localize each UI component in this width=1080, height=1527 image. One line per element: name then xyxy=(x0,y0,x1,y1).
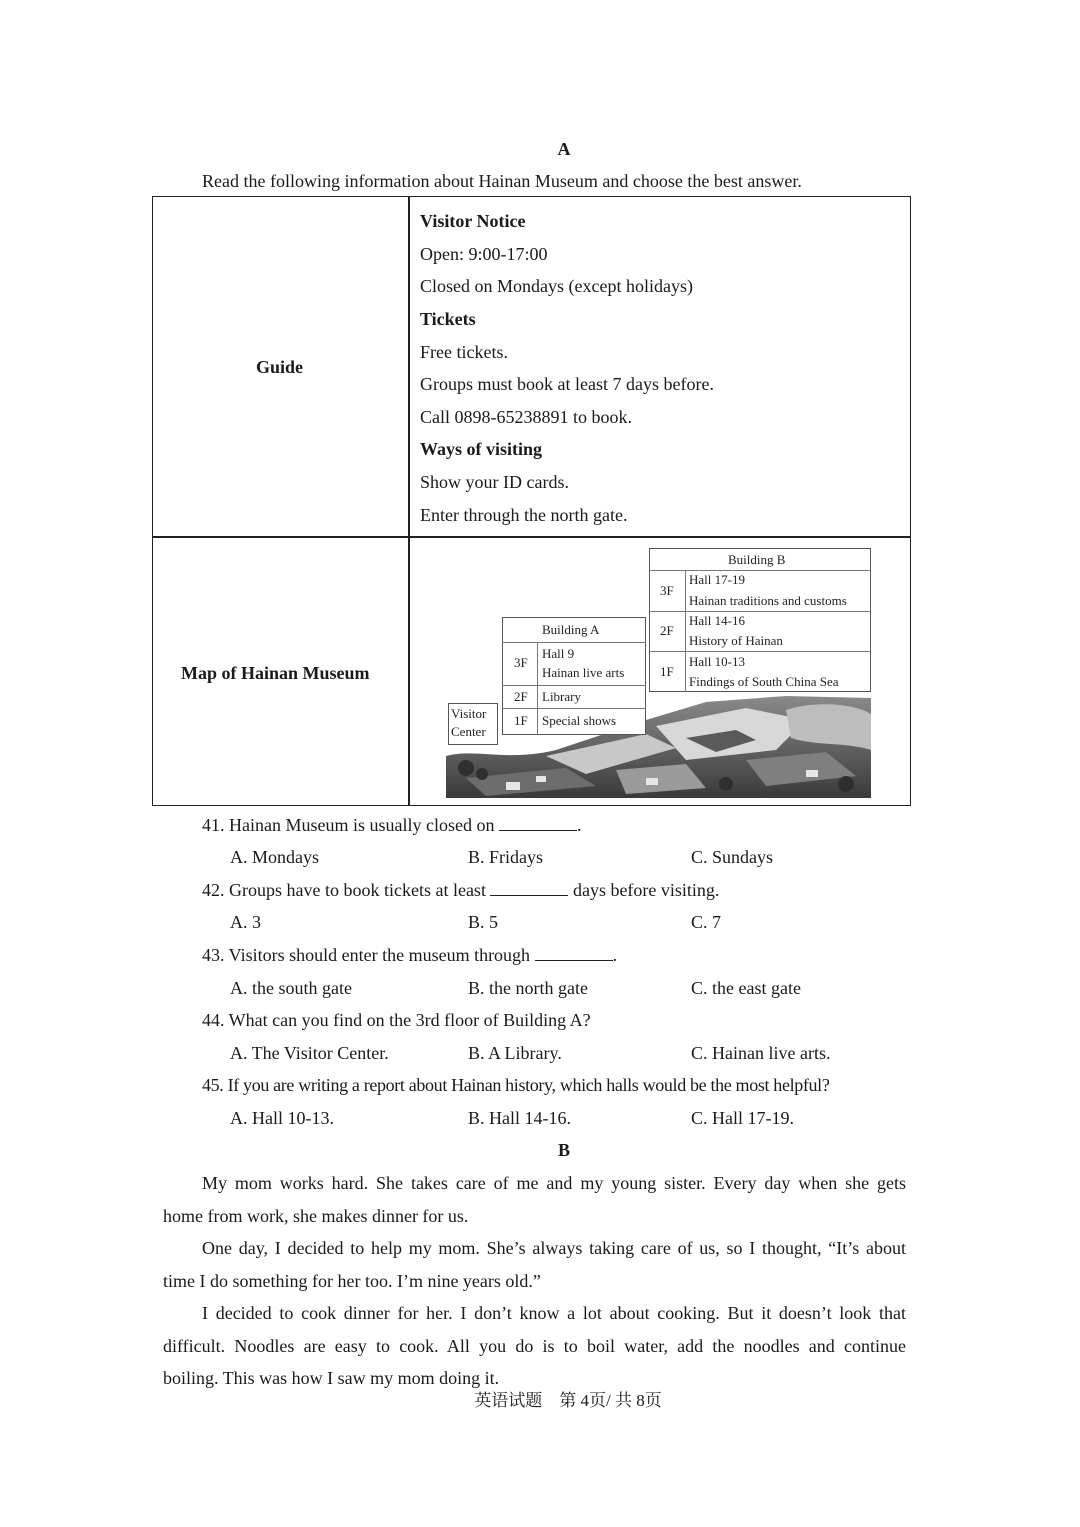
visitor-notice-title: Visitor Notice xyxy=(420,211,526,231)
passage-line: home from work, she makes dinner for us. xyxy=(163,1205,469,1226)
ways-title: Ways of visiting xyxy=(420,439,543,459)
building-b-3f-hall: Hall 17-19 xyxy=(689,572,745,587)
table-divider-vertical xyxy=(408,196,410,806)
question-42-stem xyxy=(202,879,719,901)
visitor-center-label-2: Center xyxy=(451,724,486,739)
open-hours: Open: 9:00-17:00 xyxy=(420,244,548,264)
question-41-option-a: A. Mondays xyxy=(230,847,319,867)
question-43-option-c: C. the east gate xyxy=(691,978,801,998)
building-a-3f: 3F xyxy=(514,655,528,670)
building-a-3f-hall: Hall 9 xyxy=(542,646,575,661)
question-43-end: . xyxy=(612,945,618,965)
building-a-1f: 1F xyxy=(514,713,528,728)
building-a-2f-desc: Library xyxy=(542,689,581,704)
building-b-title: Building B xyxy=(728,552,786,567)
building-a-1f-desc: Special shows xyxy=(542,713,617,728)
building-b-1f: 1F xyxy=(660,664,674,679)
question-41-blank xyxy=(499,814,577,831)
question-41-option-c: C. Sundays xyxy=(691,847,774,867)
page-footer: 英语试题 第 4页/ 共 8页 xyxy=(474,1391,662,1410)
question-42-option-a: A. 3 xyxy=(230,912,261,932)
question-42-option-c: C. 7 xyxy=(691,912,722,932)
table-divider-horizontal xyxy=(152,536,911,538)
building-b-2f-desc: History of Hainan xyxy=(689,633,783,648)
passage-line: One day, I decided to help my mom. She’s always taking care of us, so I thought, “It’s about xyxy=(202,1238,906,1258)
question-43-text: 43. Visitors should enter the museum through xyxy=(202,945,535,965)
question-44-stem: 44. What can you find on the 3rd floor of Building A? xyxy=(202,1010,591,1030)
section-a-instruction: Read the following information about Hainan Museum and choose the best answer. xyxy=(202,171,802,191)
section-b-passage xyxy=(163,1167,906,1395)
question-41-end: . xyxy=(576,815,582,835)
building-a-3f-desc: Hainan live arts xyxy=(542,665,625,680)
tickets-title: Tickets xyxy=(420,309,476,329)
passage-line: time I do something for her too. I’m nine years old.” xyxy=(163,1270,541,1291)
question-45-option-c: C. Hall 17-19. xyxy=(691,1108,794,1128)
question-44-option-a: A. The Visitor Center. xyxy=(230,1043,389,1063)
question-41-stem xyxy=(202,814,581,836)
id-cards: Show your ID cards. xyxy=(420,472,569,492)
visitor-center-label-1: Visitor xyxy=(451,706,487,721)
question-43-stem xyxy=(202,944,617,966)
booking-phone: Call 0898-65238891 to book. xyxy=(420,407,632,427)
group-booking: Groups must book at least 7 days before. xyxy=(420,374,714,394)
question-41-option-b: B. Fridays xyxy=(468,847,544,867)
guide-label: Guide xyxy=(256,357,304,377)
north-gate: Enter through the north gate. xyxy=(420,505,628,525)
building-b-2f: 2F xyxy=(660,623,674,638)
question-43-option-a: A. the south gate xyxy=(230,978,352,998)
building-b-2f-hall: Hall 14-16 xyxy=(689,613,745,628)
passage-line: difficult. Noodles are easy to cook. All you do is to boil water, add the noodles and continue xyxy=(163,1335,906,1356)
question-43-blank xyxy=(535,944,613,961)
passage-line: I decided to cook dinner for her. I don’t know a lot about cooking. But it doesn’t look that xyxy=(202,1303,906,1323)
passage-line: My mom works hard. She takes care of me and my young sister. Every day when she gets xyxy=(202,1173,906,1193)
question-45-stem: 45. If you are writing a report about Hainan history, which halls would be the most helpful? xyxy=(202,1075,830,1095)
section-b-heading: B xyxy=(557,1140,570,1160)
building-a-2f: 2F xyxy=(514,689,528,704)
question-43-option-b: B. the north gate xyxy=(468,978,588,998)
map-label: Map of Hainan Museum xyxy=(181,663,370,683)
question-42-option-b: B. 5 xyxy=(468,912,499,932)
building-b-1f-hall: Hall 10-13 xyxy=(689,654,745,669)
section-a-heading: A xyxy=(557,139,571,159)
closed-days: Closed on Mondays (except holidays) xyxy=(420,276,693,296)
question-42-text: 42. Groups have to book tickets at least xyxy=(202,880,491,900)
building-b-3f-desc: Hainan traditions and customs xyxy=(689,593,847,608)
question-42-blank xyxy=(490,879,568,896)
passage-line: boiling. This was how I saw my mom doing it. xyxy=(163,1368,500,1388)
building-a-title: Building A xyxy=(542,622,600,637)
question-42-end: days before visiting. xyxy=(568,880,720,900)
question-45-option-b: B. Hall 14-16. xyxy=(468,1108,571,1128)
building-b-3f: 3F xyxy=(660,583,674,598)
building-b-1f-desc: Findings of South China Sea xyxy=(689,674,839,689)
question-44-option-b: B. A Library. xyxy=(468,1043,562,1063)
free-tickets: Free tickets. xyxy=(420,342,508,362)
question-44-option-c: C. Hainan live arts. xyxy=(691,1043,831,1063)
question-45-option-a: A. Hall 10-13. xyxy=(230,1108,334,1128)
question-41-text: 41. Hainan Museum is usually closed on xyxy=(202,815,499,835)
